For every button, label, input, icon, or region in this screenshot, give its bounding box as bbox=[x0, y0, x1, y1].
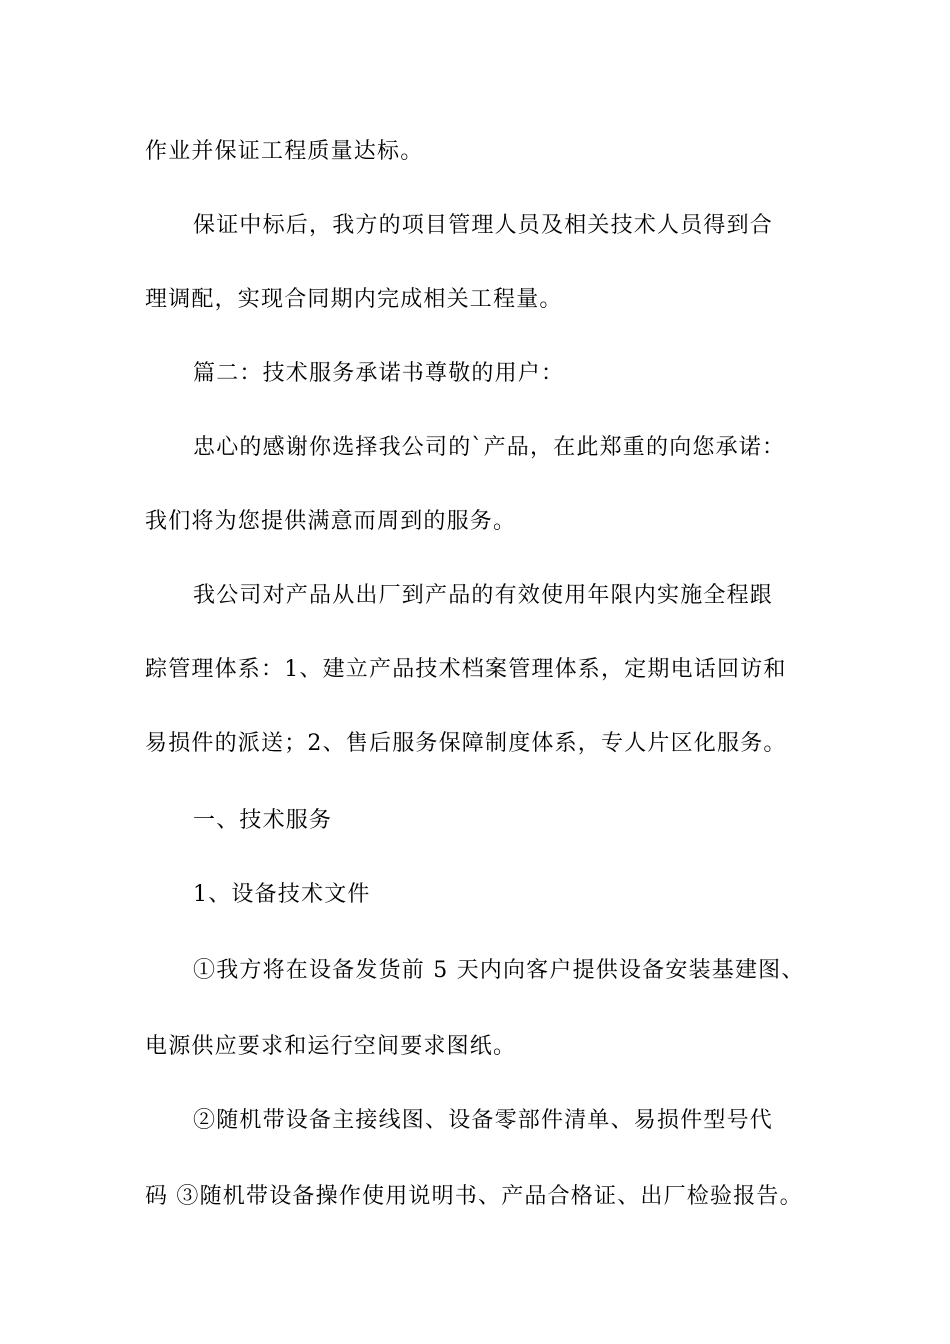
paragraph-line: 忠心的感谢你选择我公司的`产品，在此郑重的向您承诺： bbox=[193, 435, 786, 460]
subsection-heading: 1、设备技术文件 bbox=[193, 882, 371, 907]
section-heading: 篇二：技术服务承诺书尊敬的用户： bbox=[193, 361, 565, 386]
paragraph-line: 易损件的派送；2、售后服务保障制度体系，专人片区化服务。 bbox=[145, 731, 787, 756]
paragraph-line: 我们将为您提供满意而周到的服务。 bbox=[145, 509, 517, 534]
paragraph-line: 保证中标后，我方的项目管理人员及相关技术人员得到合 bbox=[193, 213, 774, 238]
paragraph-line: ②随机带设备主接线图、设备零部件清单、易损件型号代 bbox=[193, 1108, 774, 1133]
paragraph-line: 理调配，实现合同期内完成相关工程量。 bbox=[145, 287, 563, 312]
paragraph-line: 作业并保证工程质量达标。 bbox=[145, 139, 424, 164]
paragraph-line: 电源供应要求和运行空间要求图纸。 bbox=[145, 1034, 517, 1059]
paragraph-line: 我公司对产品从出厂到产品的有效使用年限内实施全程跟 bbox=[193, 583, 774, 608]
paragraph-line: 码 ③随机带设备操作使用说明书、产品合格证、出厂检验报告。 bbox=[145, 1184, 803, 1209]
paragraph-line: 踪管理体系：1、建立产品技术档案管理体系，定期电话回访和 bbox=[145, 657, 787, 682]
section-heading: 一、技术服务 bbox=[193, 808, 333, 833]
paragraph-line: ①我方将在设备发货前 5 天内向客户提供设备安装基建图、 bbox=[193, 958, 805, 983]
